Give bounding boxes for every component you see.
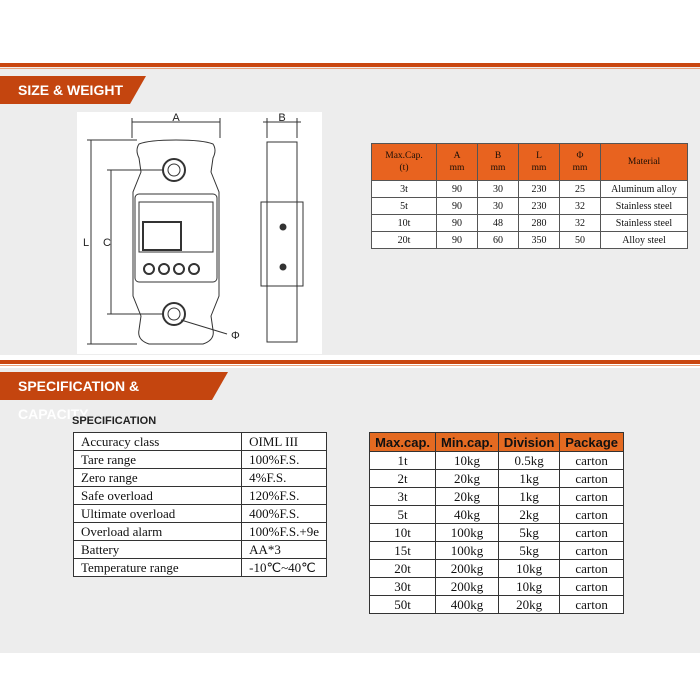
- table-cell: 280: [519, 215, 560, 232]
- spec-key: Safe overload: [74, 487, 242, 505]
- table-cell: 90: [437, 232, 478, 249]
- table-row: [370, 596, 624, 614]
- spec-value: 4%F.S.: [242, 469, 327, 487]
- size-table-header: [372, 144, 688, 181]
- section-rule: [0, 63, 700, 67]
- table-cell: 32: [560, 215, 601, 232]
- table-cell: 90: [437, 198, 478, 215]
- crane-scale-diagram: [77, 112, 322, 354]
- table-cell: 20kg: [436, 488, 499, 506]
- table-row: [74, 523, 327, 541]
- table-row: [370, 542, 624, 560]
- section-rule-thin: [0, 365, 700, 366]
- table-cell: 50: [560, 232, 601, 249]
- table-cell: 10t: [370, 524, 436, 542]
- header-cell: Material: [601, 144, 688, 181]
- table-row: [372, 181, 688, 198]
- table-cell: 50t: [370, 596, 436, 614]
- table-row: [370, 488, 624, 506]
- table-cell: 5t: [372, 198, 437, 215]
- table-cell: 25: [560, 181, 601, 198]
- table-row: [370, 578, 624, 596]
- spec-value: AA*3: [242, 541, 327, 559]
- table-cell: Stainless steel: [601, 215, 688, 232]
- table-row: [372, 232, 688, 249]
- table-cell: carton: [560, 506, 624, 524]
- specification-table: [73, 432, 327, 577]
- spec-key: Temperature range: [74, 559, 242, 577]
- table-cell: 10kg: [498, 578, 559, 596]
- table-cell: carton: [560, 578, 624, 596]
- spec-value: 100%F.S.+9e: [242, 523, 327, 541]
- table-cell: 1kg: [498, 470, 559, 488]
- spec-key: Overload alarm: [74, 523, 242, 541]
- header-cell: Min.cap.: [436, 433, 499, 452]
- table-row: [74, 451, 327, 469]
- table-cell: 100kg: [436, 542, 499, 560]
- table-cell: 200kg: [436, 560, 499, 578]
- header-cell: Max.cap.: [370, 433, 436, 452]
- header-cell: Package: [560, 433, 624, 452]
- table-cell: 0.5kg: [498, 452, 559, 470]
- table-row: [372, 198, 688, 215]
- table-cell: carton: [560, 470, 624, 488]
- table-cell: 5t: [370, 506, 436, 524]
- table-row: [74, 433, 327, 451]
- capacity-table-header: [370, 433, 624, 452]
- table-cell: 10kg: [436, 452, 499, 470]
- table-cell: 90: [437, 181, 478, 198]
- table-cell: 15t: [370, 542, 436, 560]
- table-cell: 20kg: [498, 596, 559, 614]
- table-cell: Alloy steel: [601, 232, 688, 249]
- table-cell: 200kg: [436, 578, 499, 596]
- table-cell: 2t: [370, 470, 436, 488]
- section-rule: [0, 360, 700, 364]
- spec-value: -10℃~40℃: [242, 559, 327, 577]
- specification-heading: SPECIFICATION: [72, 415, 157, 427]
- table-cell: 30: [478, 181, 519, 198]
- spec-value: 100%F.S.: [242, 451, 327, 469]
- table-row: [372, 215, 688, 232]
- dimension-drawing: [77, 112, 322, 354]
- table-row: [370, 452, 624, 470]
- table-cell: carton: [560, 596, 624, 614]
- table-row: [74, 505, 327, 523]
- table-cell: Aluminum alloy: [601, 181, 688, 198]
- table-cell: 5kg: [498, 542, 559, 560]
- table-cell: 230: [519, 198, 560, 215]
- table-cell: 1kg: [498, 488, 559, 506]
- section-rule-thin: [0, 68, 700, 69]
- table-cell: 20t: [370, 560, 436, 578]
- table-cell: carton: [560, 524, 624, 542]
- table-cell: 60: [478, 232, 519, 249]
- table-cell: 48: [478, 215, 519, 232]
- table-row: [74, 487, 327, 505]
- spec-value: OIML III: [242, 433, 327, 451]
- spec-key: Accuracy class: [74, 433, 242, 451]
- table-cell: 3t: [372, 181, 437, 198]
- spec-key: Ultimate overload: [74, 505, 242, 523]
- table-cell: 20t: [372, 232, 437, 249]
- capacity-table: [369, 432, 624, 614]
- table-cell: 90: [437, 215, 478, 232]
- label-a: A: [172, 112, 180, 124]
- table-row: [74, 469, 327, 487]
- table-cell: 400kg: [436, 596, 499, 614]
- table-cell: 5kg: [498, 524, 559, 542]
- table-cell: 20kg: [436, 470, 499, 488]
- table-cell: carton: [560, 452, 624, 470]
- table-row: [370, 506, 624, 524]
- table-row: [74, 559, 327, 577]
- header-cell: Max.Cap. (t): [372, 144, 437, 181]
- label-c: C: [103, 237, 111, 249]
- table-cell: 1t: [370, 452, 436, 470]
- table-cell: carton: [560, 560, 624, 578]
- header-cell: Φ mm: [560, 144, 601, 181]
- table-row: [74, 541, 327, 559]
- table-cell: 10kg: [498, 560, 559, 578]
- header-cell: Division: [498, 433, 559, 452]
- table-cell: carton: [560, 542, 624, 560]
- header-cell: B mm: [478, 144, 519, 181]
- table-cell: 40kg: [436, 506, 499, 524]
- section-title-specification-capacity: SPECIFICATION & CAPACITY: [0, 372, 212, 400]
- spec-key: Tare range: [74, 451, 242, 469]
- size-table: [371, 143, 688, 249]
- table-cell: 30t: [370, 578, 436, 596]
- spec-value: 400%F.S.: [242, 505, 327, 523]
- table-cell: 350: [519, 232, 560, 249]
- table-cell: 32: [560, 198, 601, 215]
- label-l: L: [83, 237, 90, 249]
- section-title-size-weight: SIZE & WEIGHT: [0, 76, 130, 104]
- label-phi: Φ: [231, 330, 240, 342]
- header-cell: A mm: [437, 144, 478, 181]
- table-cell: 2kg: [498, 506, 559, 524]
- table-cell: 230: [519, 181, 560, 198]
- table-row: [370, 524, 624, 542]
- spec-key: Battery: [74, 541, 242, 559]
- table-cell: 100kg: [436, 524, 499, 542]
- table-cell: carton: [560, 488, 624, 506]
- table-cell: Stainless steel: [601, 198, 688, 215]
- table-row: [370, 470, 624, 488]
- spec-value: 120%F.S.: [242, 487, 327, 505]
- table-cell: 30: [478, 198, 519, 215]
- spec-key: Zero range: [74, 469, 242, 487]
- table-cell: 3t: [370, 488, 436, 506]
- label-b: B: [278, 112, 286, 124]
- header-cell: L mm: [519, 144, 560, 181]
- table-row: [370, 560, 624, 578]
- table-cell: 10t: [372, 215, 437, 232]
